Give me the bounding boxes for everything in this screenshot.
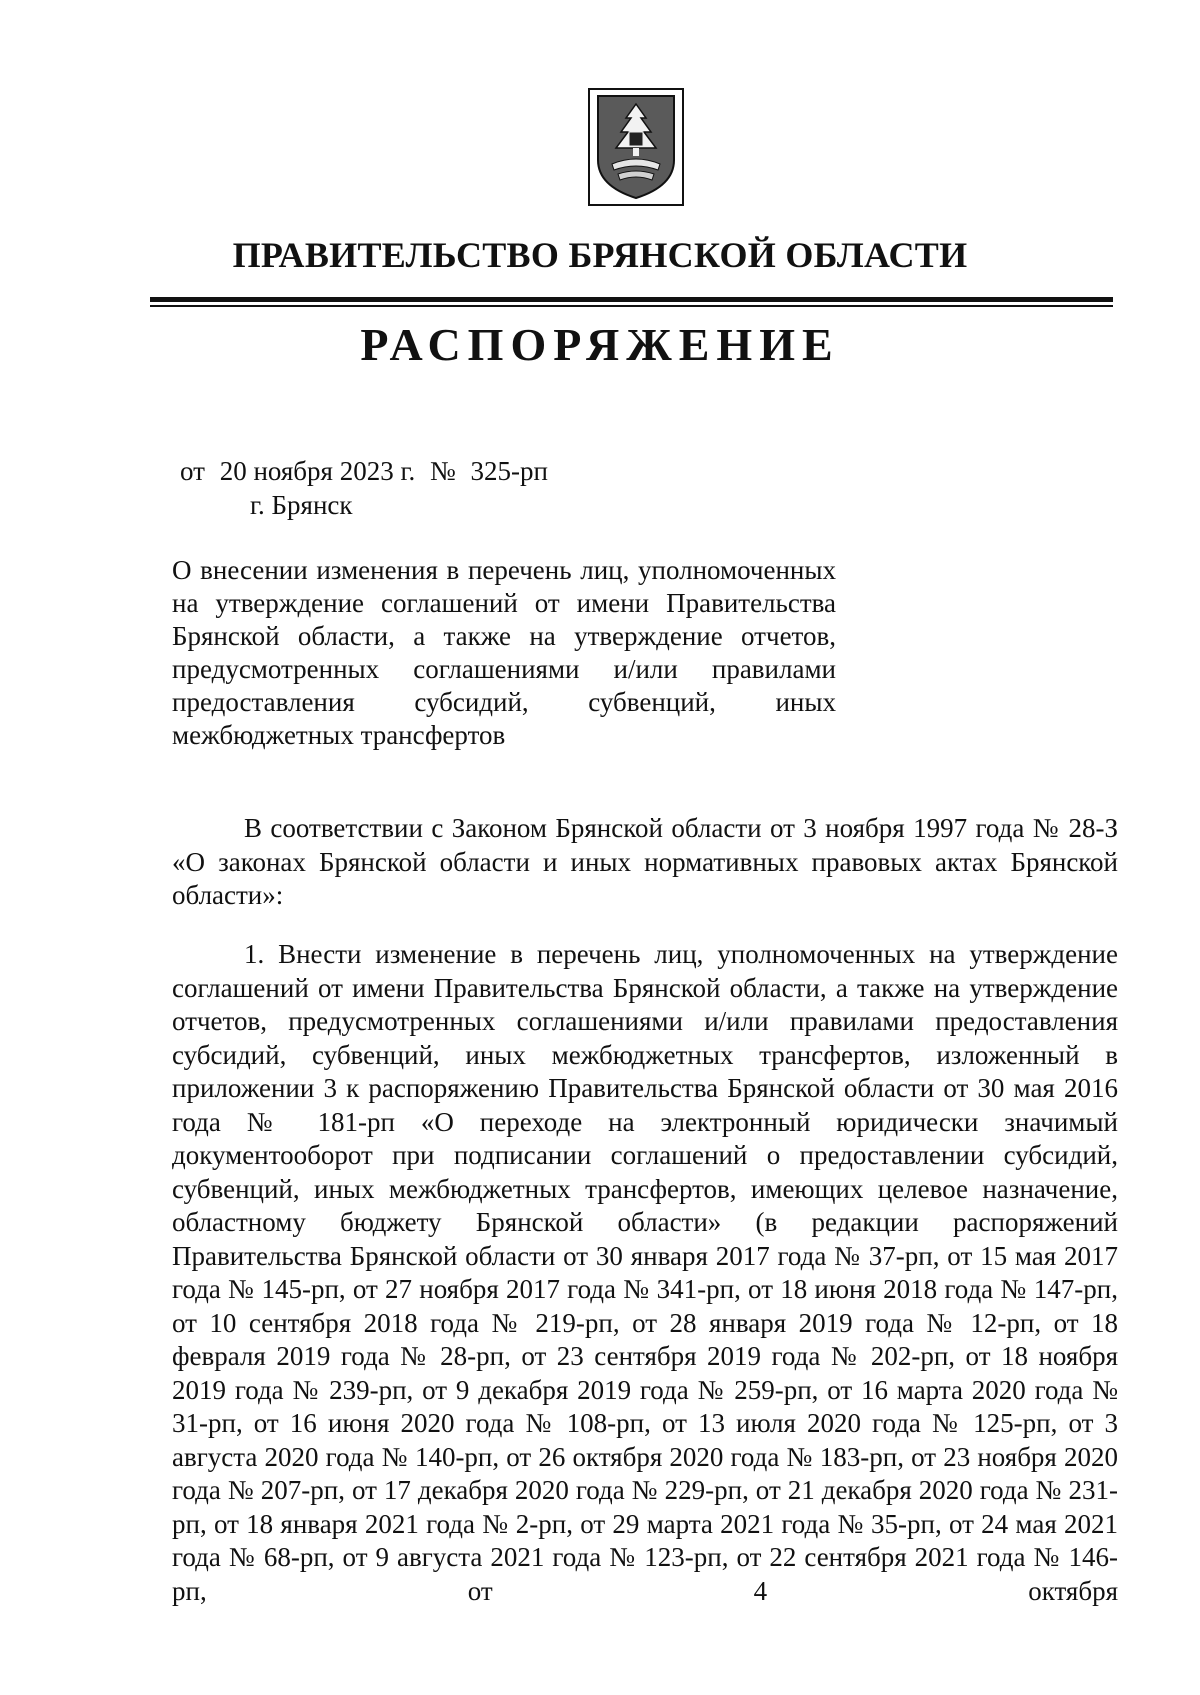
document-date: 20 ноября 2023 г. bbox=[219, 456, 416, 486]
header-rule-thin bbox=[150, 305, 1113, 307]
preamble-paragraph: В соответствии с Законом Брянской области от 3 ноября 1997 года № 28-З «О законах Брянской области и иных нормативных правовых актах Брянской области»: bbox=[172, 813, 1118, 910]
number-sign: № bbox=[430, 456, 456, 486]
city: г. Брянск bbox=[250, 490, 353, 520]
item-1-paragraph: 1. Внести изменение в перечень лиц, уполномоченных на утверждение соглашений от имени Правительства Брянской области, а также на утверждение отчетов, предусмотренных соглашениями и/или правилами предоставления субсидий, субвенций, иных межбюджетных трансфертов, изложенный в приложении 3 к распоряжению Правительства Брянской области от 30 мая 2016 года № 181-рп «О переходе на электронный юридически значимый документооборот при подписании соглашений о предоставлении субсидий, субвенций, иных межбюджетных трансфертов, имеющих целевое назначение, областному бюджету Брянской области» (в редакции распоряжений Правительства Брянской области от 30 января 2017 года № 37-рп, от 15 мая 2017 года № 145-рп, от 27 ноября 2017 года № 341-рп, от 18 июня 2018 года № 147-рп, от 10 сентября 2018 года № 219-рп, от 28 января 2019 года № 12-рп, от 18 февраля 2019 года № 28-рп, от 23 сентября 2019 года № 202-рп, от 18 ноября 2019 года № 239-рп, от 9 декабря 2019 года № 259-рп, от 16 марта 2020 года № 31-рп, от 16 июня 2020 года № 108-рп, от 13 июля 2020 года № 125-рп, от 3 августа 2020 года № 140-рп, от 26 октября 2020 года № 183-рп, от 23 ноября 2020 года № 207-рп, от 17 декабря 2020 года № 229-рп, от 21 декабря 2020 года № 231-рп, от 18 января 2021 года № 2-рп, от 29 марта 2021 года № 35-рп, от 24 мая 2021 года № 68-рп, от 9 августа 2021 года № 123-рп, от 22 сентября 2021 года № 146-рп, от 4 октября bbox=[172, 939, 1118, 1606]
coat-of-arms-icon bbox=[588, 88, 684, 206]
date-number-line bbox=[180, 456, 556, 487]
date-prefix: от bbox=[180, 456, 205, 486]
government-name: ПРАВИТЕЛЬСТВО БРЯНСКОЙ ОБЛАСТИ bbox=[232, 235, 968, 275]
header-rule-thick bbox=[150, 297, 1113, 302]
document-number: 325-рп bbox=[470, 456, 548, 486]
document-subject: О внесении изменения в перечень лиц, уполномоченных на утверждение соглашений от имени Правительства Брянской области, а также на утверждение отчетов, предусмотренных соглашениями и/или правилами предоставления субсидий, субвенций, иных межбюджетных трансфертов bbox=[172, 555, 836, 750]
document-type: РАСПОРЯЖЕНИЕ bbox=[360, 319, 840, 370]
